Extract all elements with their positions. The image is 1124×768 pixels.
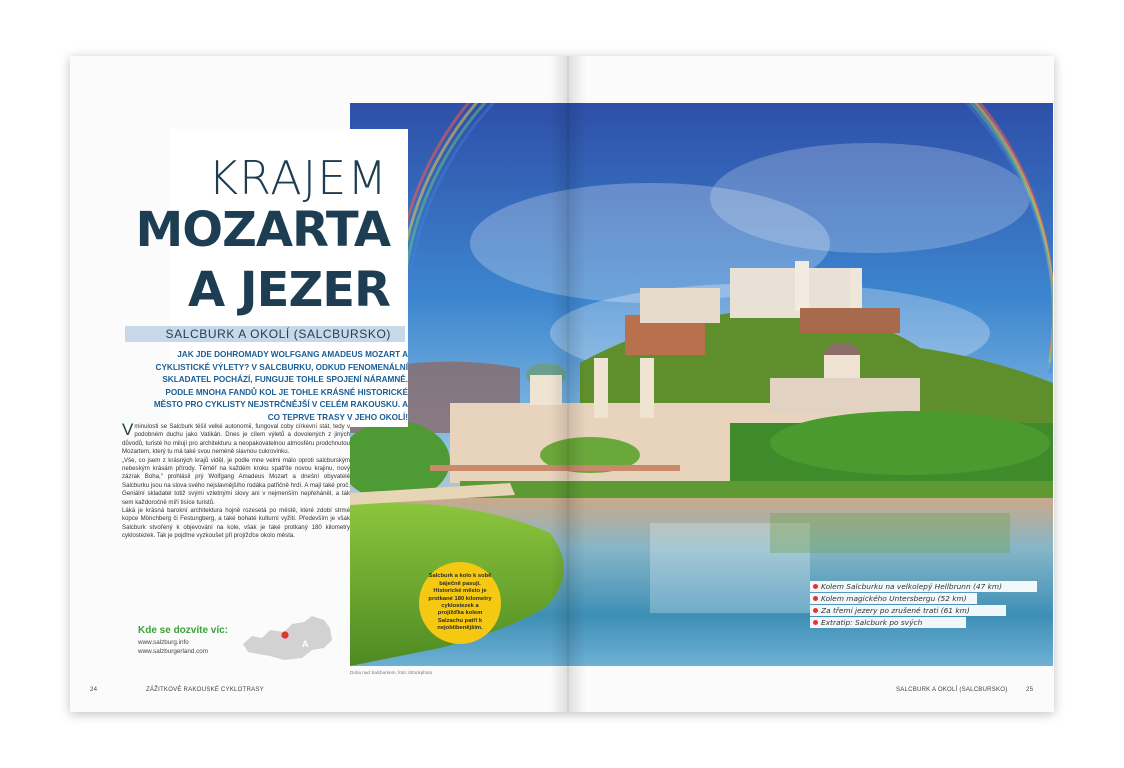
bullet-icon — [813, 596, 818, 601]
route-list — [810, 581, 1037, 629]
route-label: Za třemi jezery po zrušené trati (61 km) — [821, 606, 970, 615]
page-number-right: 25 — [1026, 686, 1034, 693]
title-line-2: MOZARTA — [135, 202, 390, 258]
link-salzburg-info[interactable]: www.salzburg.info — [138, 639, 189, 646]
subtitle: SALCBURK A OKOLÍ (SALCBURSKO) — [165, 327, 391, 341]
route-label: Extratip: Salcburk po svých — [821, 618, 923, 627]
running-head-left: ZÁŽITKOVÉ RAKOUSKÉ CYKLOTRASY — [146, 686, 264, 693]
route-label: Kolem Salcburku na velkolepý Hellbrunn (47 km) — [821, 582, 1003, 591]
article-body — [122, 420, 350, 541]
map-label: A — [302, 639, 309, 649]
route-item — [810, 593, 977, 604]
austria-map — [240, 614, 335, 669]
badge-text: Salcburk a kolo k sobě báječně pasují. Historické město je protkané 180 kilometry cyklostezek a projížďka kolem Salzachu patří k nejoblíbenějším. — [428, 573, 492, 632]
bullet-icon — [813, 584, 818, 589]
body-paragraph-3: Láká je krásná barokní architektura hojně rozesetá po městě, které zdobí strmé kopce Mönchberg či Festungberg, a také bohaté kulturní vyžití. Především je však Salcburk stvořený k objevování na kole, však je také protkaný 180 kilometry cyklostezek. Tak je pojďme vyzkoušet při projížďce okolo města. — [122, 507, 350, 540]
salzburg-location-dot — [281, 631, 288, 638]
route-label: Kolem magického Untersbergu (52 km) — [821, 594, 967, 603]
photo-caption: Duha nad Salcburkem, foto: iStockphoto — [350, 670, 433, 675]
subtitle-bar — [125, 326, 405, 342]
lead-paragraph: JAK JDE DOHROMADY WOLFGANG AMADEUS MOZART A CYKLISTICKÉ VÝLETY? V SALCBURKU, ODKUD FENOMENÁLNÍ SKLADATEL POCHÁZÍ, FUNGUJE TOHLE SPOJENÍ NÁRAMNĚ. PODLE MNOHA FANDŮ KOL JE TOHLE KRÁSNÉ HISTORICKÉ MĚSTO PRO CYKLISTY NEJSTRČNĚJŠÍ V CELÉM RAKOUSKU. A CO TEPRVE TRASY V JEHO OKOLÍ! — [153, 350, 408, 422]
link-salzburgerland[interactable]: www.salzburgerland.com — [138, 648, 208, 655]
title-line-1: KRAJEM — [207, 151, 388, 205]
info-badge — [419, 562, 501, 644]
bullet-icon — [813, 608, 818, 613]
body-text-1: minulosti se Salcburk těšil velké autonomii, fungoval coby církevní stát, tedy v podobném duchu jako Vatikán. Dnes je cílem výletů a dovolených z jiných důvodů, turisté ho milují pro architekturu a neopakovatelnou atmosféru prodchnutou Mozartem, který tu má také svou neméně slavnou cukrovinku. — [122, 423, 350, 456]
bullet-icon — [813, 620, 818, 625]
route-item — [810, 581, 1037, 592]
austria-map-icon — [240, 614, 335, 664]
drop-cap: V — [122, 420, 134, 439]
body-paragraph-1 — [122, 420, 350, 457]
body-paragraph-2: „Vše, co jsem z krásných krajů viděl, je podle mne velmi málo oproti salcburským nebeským krásám přírody. Téměř na každém kroku spatříte novou krajinu, nový zázrak Boha,“ prohlásil prý Wolfgang Amadeus Mozart a dnešní obyvatelé Salcburku jsou na slova svého nejslavnějšího rodáka patřičně hrdí. A mají také proč. Geniální skladatel totiž svými vzletnými slovy ani v nejmenším nepřeháněl, a tak sem každoročně míří tisíce turistů. — [122, 456, 350, 506]
magazine-spread — [70, 56, 1054, 712]
route-item — [810, 617, 966, 628]
route-item — [810, 605, 1006, 616]
page-number-left: 24 — [90, 686, 98, 693]
running-head-right: SALCBURK A OKOLÍ (SALCBURSKO) — [896, 686, 1008, 693]
more-info-title: Kde se dozvíte víc: — [138, 625, 229, 636]
title-line-3: A JEZER — [187, 262, 390, 318]
